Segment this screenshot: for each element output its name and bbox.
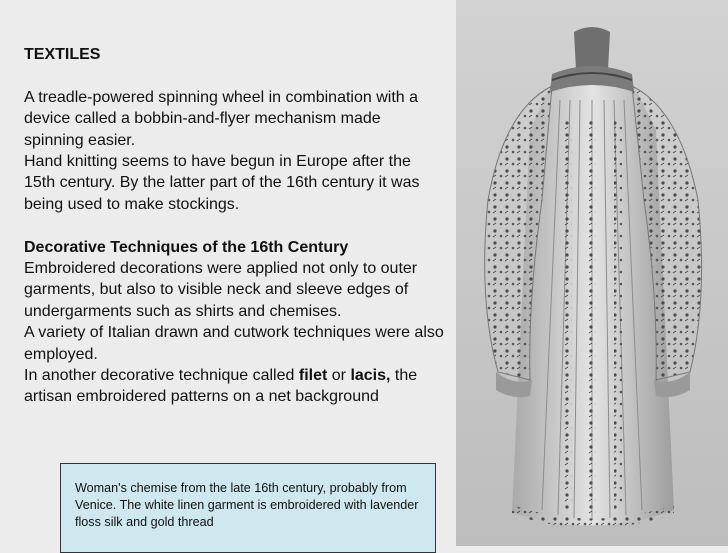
- term-filet: filet: [298, 367, 328, 385]
- spacer: [24, 65, 444, 86]
- final-text-after: the artisan embroidered patterns on a net background: [24, 367, 418, 406]
- intro-paragraph-1: A treadle-powered spinning wheel in combination with a device called a bobbin-and-flyer mechanism made spinning easier.: [24, 88, 419, 149]
- spacer: [24, 215, 444, 236]
- chemise-photo: [456, 0, 728, 546]
- section-heading: Decorative Techniques of the 16th Century: [24, 238, 349, 256]
- intro-paragraph-2: Hand knitting seems to have begun in Europe after the 15th century. By the latter part of the 16th century it was being used to make stockings.: [24, 153, 420, 213]
- final-text-middle: or: [327, 367, 351, 385]
- mannequin-neck: [574, 27, 610, 70]
- final-paragraph: [24, 365, 444, 408]
- section-paragraph-1: Embroidered decorations were applied not only to outer garments, but also to visible neck and sleeve edges of undergarments such as shirts and chemises.: [24, 260, 418, 320]
- chemise-illustration: [456, 0, 728, 546]
- term-lacis: lacis,: [350, 367, 391, 385]
- section-paragraph-2: A variety of Italian drawn and cutwork techniques were also employed.: [24, 324, 444, 363]
- caption-box: [60, 463, 436, 553]
- caption-text: Woman's chemise from the late 16th century, probably from Venice. The white linen garment is embroidered with lavender floss silk and gold thread: [75, 481, 419, 529]
- final-text-before: In another decorative technique called: [24, 367, 299, 385]
- slide-heading: TEXTILES: [24, 46, 101, 63]
- text-block: [24, 44, 444, 408]
